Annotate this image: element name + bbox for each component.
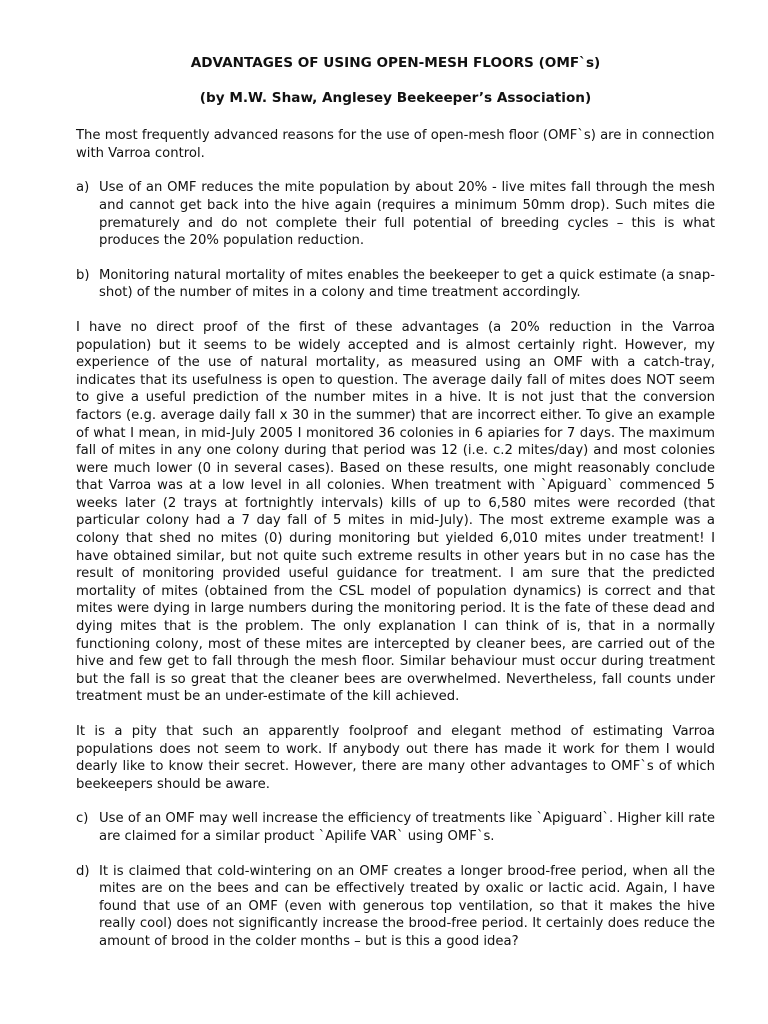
document-title: ADVANTAGES OF USING OPEN-MESH FLOORS (OMF`s) xyxy=(190,55,601,71)
list-item-text: Monitoring natural mortality of mites enables the beekeeper to get a quick estimate (a snap-shot) of the number of mites in a colony and time treatment accordingly. xyxy=(99,267,715,301)
list-item-c xyxy=(76,810,715,845)
list-marker: c) xyxy=(76,811,89,827)
list-marker: b) xyxy=(76,267,90,283)
body-paragraph-2: It is a pity that such an apparently foolproof and elegant method of estimating Varroa populations does not seem to work. If anybody out there has made it work for them I would dearly like to know their secret. However, there are many other advantages to OMF`s of which beekeepers should be aware. xyxy=(76,724,715,792)
list-item-b xyxy=(76,267,715,302)
list-item-text: It is claimed that cold-wintering on an OMF creates a longer brood-free period, when all the mites are on the bees and can be effectively treated by oxalic or lactic acid. Again, I have found that use of an OMF (even with generous top ventilation, so that it makes the hive really cool) does not significantly increase the brood-free period. It certainly does reduce the amount of brood in the colder months – but is this a good idea? xyxy=(99,863,715,949)
intro-paragraph: The most frequently advanced reasons for the use of open-mesh floor (OMF`s) are in connection with Varroa control. xyxy=(76,128,715,161)
list-item-text: Use of an OMF may well increase the efficiency of treatments like `Apiguard`. Higher kill rate are claimed for a similar product `Apilife VAR` using OMF`s. xyxy=(99,811,715,844)
list-item-text: Use of an OMF reduces the mite population by about 20% - live mites fall through the mesh and cannot get back into the hive again (requires a minimum 50mm drop). Such mites die prematurely and do not complete their full potential of breeding cycles – this is what produces the 20% population reduction. xyxy=(99,180,715,249)
list-marker: d) xyxy=(76,863,90,879)
list-item-d xyxy=(76,863,715,951)
list-marker: a) xyxy=(76,180,90,196)
body-paragraph-1: I have no direct proof of the first of these advantages (a 20% reduction in the Varroa population) but it seems to be widely accepted and is almost certainly right. However, my experience of the use of natural mortality, as measured using an OMF with a catch-tray, indicates that its usefulness is open to question. The average daily fall of mites does NOT seem to give a useful prediction of the number mites in a hive. It is not just that the conversion factors (e.g. average daily fall x 30 in the summer) that are incorrect either. To give an example of what I mean, in mid-July 2005 I monitored 36 colonies in 6 apiaries for 7 days. The maximum fall of mites in any one colony during that period was 12 (i.e. c.2 mites/day) and most colonies were much lower (0 in several cases). Based on these results, one might reasonably conclude that Varroa was at a low level in all colonies. When treatment with `Apiguard` commenced 5 weeks later (2 trays at fortnightly intervals) kills of up to 6,580 mites were recorded (that particular colony had a 7 day fall of 5 mites in mid-July). The most extreme example was a colony that shed no mites (0) during monitoring but yielded 6,010 mites under treatment! I have obtained similar, but not quite such extreme results in other years but in no case has the result of monitoring provided useful guidance for treatment. I am sure that the predicted mortality of mites (obtained from the CSL model of population dynamics) is correct and that mites were dying in large numbers during the monitoring period. It is the fate of these dead and dying mites that is the problem. The only explanation I can think of is, that in a normally functioning colony, most of these mites are intercepted by cleaner bees, are carried out of the hive and few get to fall through the mesh floor. Similar behaviour must occur during treatment but the fall is so great that the cleaner bees are overwhelmed. Nevertheless, fall counts under treatment must be an under-estimate of the kill achieved. xyxy=(76,319,715,705)
list-item-a xyxy=(76,179,715,249)
document-byline: (by M.W. Shaw, Anglesey Beekeeper’s Association) xyxy=(199,89,592,106)
document-page xyxy=(76,55,715,968)
